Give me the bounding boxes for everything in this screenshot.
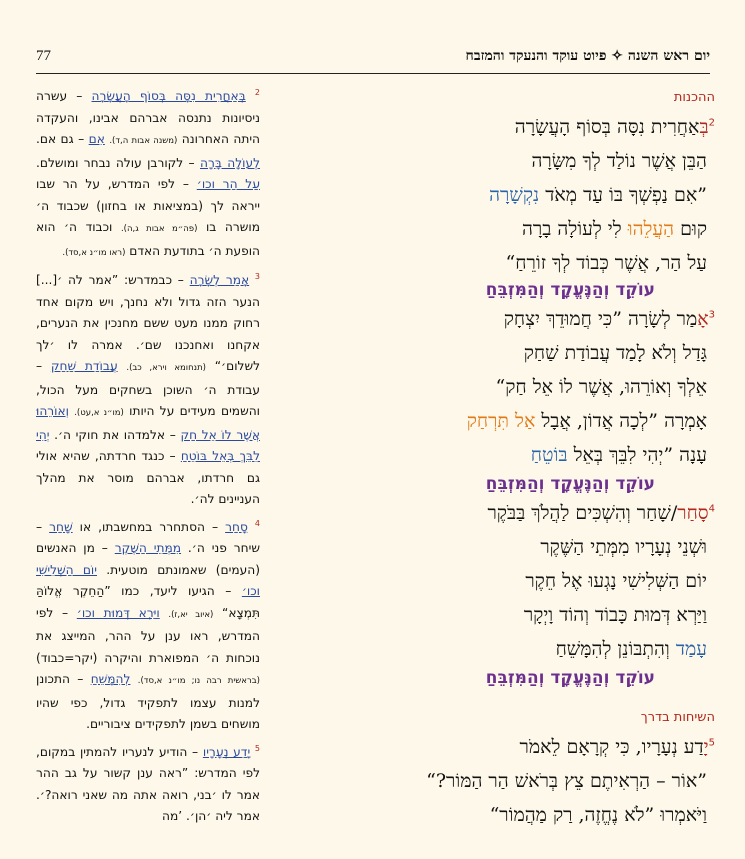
page-number: 77 [36,48,51,64]
poem-line: הַבֵּן אֲשֶׁר נוֹלַד לְךָ מִשָּׂרָה [531,150,707,172]
refrain: עוֹקֵד וְהַנֶּעֱקָד וְהַמִּזְבֵּחַ [485,668,655,688]
poem-line: וַיֹּאמְרוּ ”לֹא נֶחֱזֶה, רַק מַהֲמוֹר“ [489,804,707,826]
poem-text: לִי לְעוֹלָה בָרָה [521,218,628,240]
note-source: (בראשית רבה נו; מו״נ א,סד). [137,676,260,687]
note-source: (מו״נ א,עט). [74,408,124,419]
poem-line: וַיַּרְא דְּמוּת כָּבוֹד וְהוֹד וָיְקָר [523,604,707,626]
note-text: – לקורבן עולה נבחר ומושלם. [36,155,200,170]
note-text: – גם אם. [36,132,89,147]
note-text: – התכונן למנות עצמו לתפקיד גדול, כפי שהיו מושחים בשמן לתפקידים ציבוריים. [36,672,260,732]
note-text: – אלמדהו את חוקי ה׳. [49,427,181,442]
poem-line [515,116,715,139]
poem-line: ”אוֹר – הַרְאִיתֶם צֵץ בְּרֹאשׁ הַר הַמּוֹר?“ [426,770,707,792]
poem-column [282,82,715,852]
commentary-note-5 [36,738,260,828]
note-number: 4 [254,518,260,528]
note-number: 5 [254,743,260,753]
note-source: (איוב יא,ז). [168,609,214,620]
running-title: יום ראש השנה ✧ פיוט עוקד והנעקד והמזבח [465,48,710,64]
header-rule [36,73,710,74]
note-keyword: לְעוֹלָה בָּרָה [200,155,260,170]
refrain: עוֹקֵד וְהַנֶּעֱקָד וְהַמִּזְבֵּחַ [485,280,655,300]
poem-line [504,308,715,331]
section-heading-preparations: ההכנות [673,90,715,105]
poem-text: /שָׁחַר וְהִשְׁכִּים לַהֲלֹךְ בַּבֹּקֶר [487,502,678,524]
note-keyword: אָמַר לְשָׂרָה [189,273,250,288]
note-keyword: וַיַּרְא דְּמוּת וכו׳ [76,605,160,620]
note-text [130,672,137,686]
refrain: עוֹקֵד וְהַנֶּעֱקָד וְהַמִּזְבֵּחַ [485,474,655,494]
note-text: – לפי המדרש, על הר שבו ייראה לך (במציאות או בחזון) שכבוד ה׳ מושרה בו [36,177,260,235]
commentary-note-4 [36,513,260,736]
poem-line [531,444,707,467]
poem-line: עַל הַר, אֲשֶׁר כְּבוֹד לְךָ זוֹרֵחַ“ [505,252,707,274]
poem-text: אַחֲרִית נִסָּה בְּסוֹף הָעֲשָׂרָה [514,116,700,138]
commentary-note-2 [36,82,260,264]
poem-line [522,218,707,241]
note-keyword: מִמְּתֵי הַשֶּׁקֶר [114,541,182,556]
note-keyword: שָׁחַר [49,519,73,534]
poem-line: גָּדַל וְלֹא לָמַד עֲבוֹדַת שַׁחַק [523,342,707,364]
poem-text: אָמְרָה ”לְכָה אֲדוֹן, אֲבָל [535,410,707,432]
note-keyword: עַל הַר וכו׳ [196,177,260,192]
poem-text: עָנָה ”יְהִי לִבֵּךְ בְּאֵל [567,444,707,466]
note-text: – הגיעו ליעד, כמו ”הַחֵקֶר אֱלוֹהַּ תִּמְצָא“ [36,584,260,620]
note-keyword: וְאוֹרֵהוּ אֲשֶׁר לוֹ אֵל חַק [36,404,260,442]
highlighted-word: הַעֲלֵהוּ [627,218,675,240]
note-text: – עשרה ניסיונות נתנסה אברהם אבינו, והעקדה היתה האחרונה [36,89,260,147]
note-text: – לפי המדרש, ראו ענן על ההר, המייצג את נוכחות ה׳ המפוארת והיקרה (יקר=כבוד) [36,605,260,665]
highlighted-word: נִקְשָׁרָה [489,184,540,206]
note-text: – כבמדרש: ”אמר לה ׳[...] הנער הזה גדול ולא נחנך, ויש מקום אחד רחוק ממנו מעט ששם מחנכין את הנערים, אקחנו ואחנכנו שם׳. אמרה לו ׳לך לשלום׳“ [36,273,260,374]
note-text: – שיחר פני ה׳. [36,519,260,556]
commentary-column [36,82,260,852]
note-text: – כנגד חרדתה, שהיא אולי גם חרדתו, אברהם מוסר את מהלך העניינים לה׳. [36,449,260,507]
highlighted-word: אַל תִּרְחַק [466,410,536,432]
page-header [36,44,710,74]
note-source: (פה״מ אבות ג,ה). [120,224,198,235]
note-source: (תנחומא וירא, כב). [126,363,206,374]
note-number: 2 [254,88,260,97]
note-keyword: יוֹם הַשְּׁלִישִׁי וכו׳ [36,562,260,599]
poem-line [556,638,707,661]
stanza-number: 4 [708,503,715,515]
poem-text: ”אִם נַפְשְׁךָ בּוֹ עַד מְאֹד [539,184,707,206]
poem-line [520,736,715,759]
note-keyword: יָדַע נְעָרָיו [202,744,251,759]
note-keyword: בְּאַחֲרִית נִסָּה בְּסוֹף הָעֲשָׂרָה [91,89,246,104]
poem-text: קוּם [674,218,707,240]
note-number: 3 [254,272,260,282]
poem-line: וּשְׁנֵי נְעָרָיו מִמְּתֵי הַשֶּׁקֶר [540,536,707,558]
stanza-number: 3 [708,309,715,321]
highlighted-word: עָמַד [675,638,707,660]
note-source: (ראו מו״נ א,סד). [62,247,126,258]
highlighted-word: בּוֹטֵחַ [530,444,568,466]
acrostic-letter: סָחַר [677,502,709,524]
section-heading-conversations: השיחות בדרך [640,710,715,725]
note-keyword: יְהִי לִבֵּךְ בְּאֵל בּוֹטֵחַ [36,427,260,464]
acrostic-letter: אָ [697,308,709,330]
note-keyword: סָחַר [225,519,248,534]
poem-text: מַר לְשָׂרָה ”כִּי חֲמוּדֵךְ יִצְחָק [503,308,698,330]
note-keyword: אִם [88,132,105,147]
stanza-number: 5 [708,737,715,749]
note-keyword: עֲבוֹדַת שַׁחַק [50,359,118,374]
commentary-note-3 [36,266,260,511]
note-text: – הודיע לנעריו להמתין במקום, לפי המדרש: ”ראה ענן קשור על גב ההר אמר לו ׳בני, רואה אתה מה שאני רואה?׳. אמר ליה ׳הן׳. ’מה [36,744,260,824]
poem-line: יוֹם הַשְּׁלִישִׁי נָגְעוּ אֶל חֵקֶר [525,570,707,592]
poem-text: דַע נְעָרָיו, כִּי קְרָאָם לֵאמֹר [519,736,704,758]
poem-text: וְהִתְבּוֹנֵן לְהִמָּשֵׁחַ [555,638,676,660]
poem-line: אֵלְךָ וְאוֹרֵהוּ, אֲשֶׁר לוֹ אֵל חַק“ [495,376,707,398]
note-source: (משנה אבות ה,ד). [109,136,178,147]
note-text: וכבוד ה׳ הוא הופעת ה׳ בתודעת האדם [36,220,260,258]
poem-line [467,410,707,433]
note-keyword: לְהִמָּשֵׁחַ [90,672,131,687]
note-text: – עבודת ה׳ השוכן בשחקים מעל הכול, והשמים מעידים על היותו [36,359,260,419]
acrostic-letter: יָ [703,736,709,758]
stanza-number: 2 [708,117,715,129]
poem-line [487,502,715,525]
note-text: – מן האנשים (העמים) שאמונתם מוטעית. [36,541,260,577]
acrostic-letter: בְּ [699,116,709,138]
note-text: – הסתחרר במחשבתו, או [72,519,226,534]
poem-line [489,184,707,207]
